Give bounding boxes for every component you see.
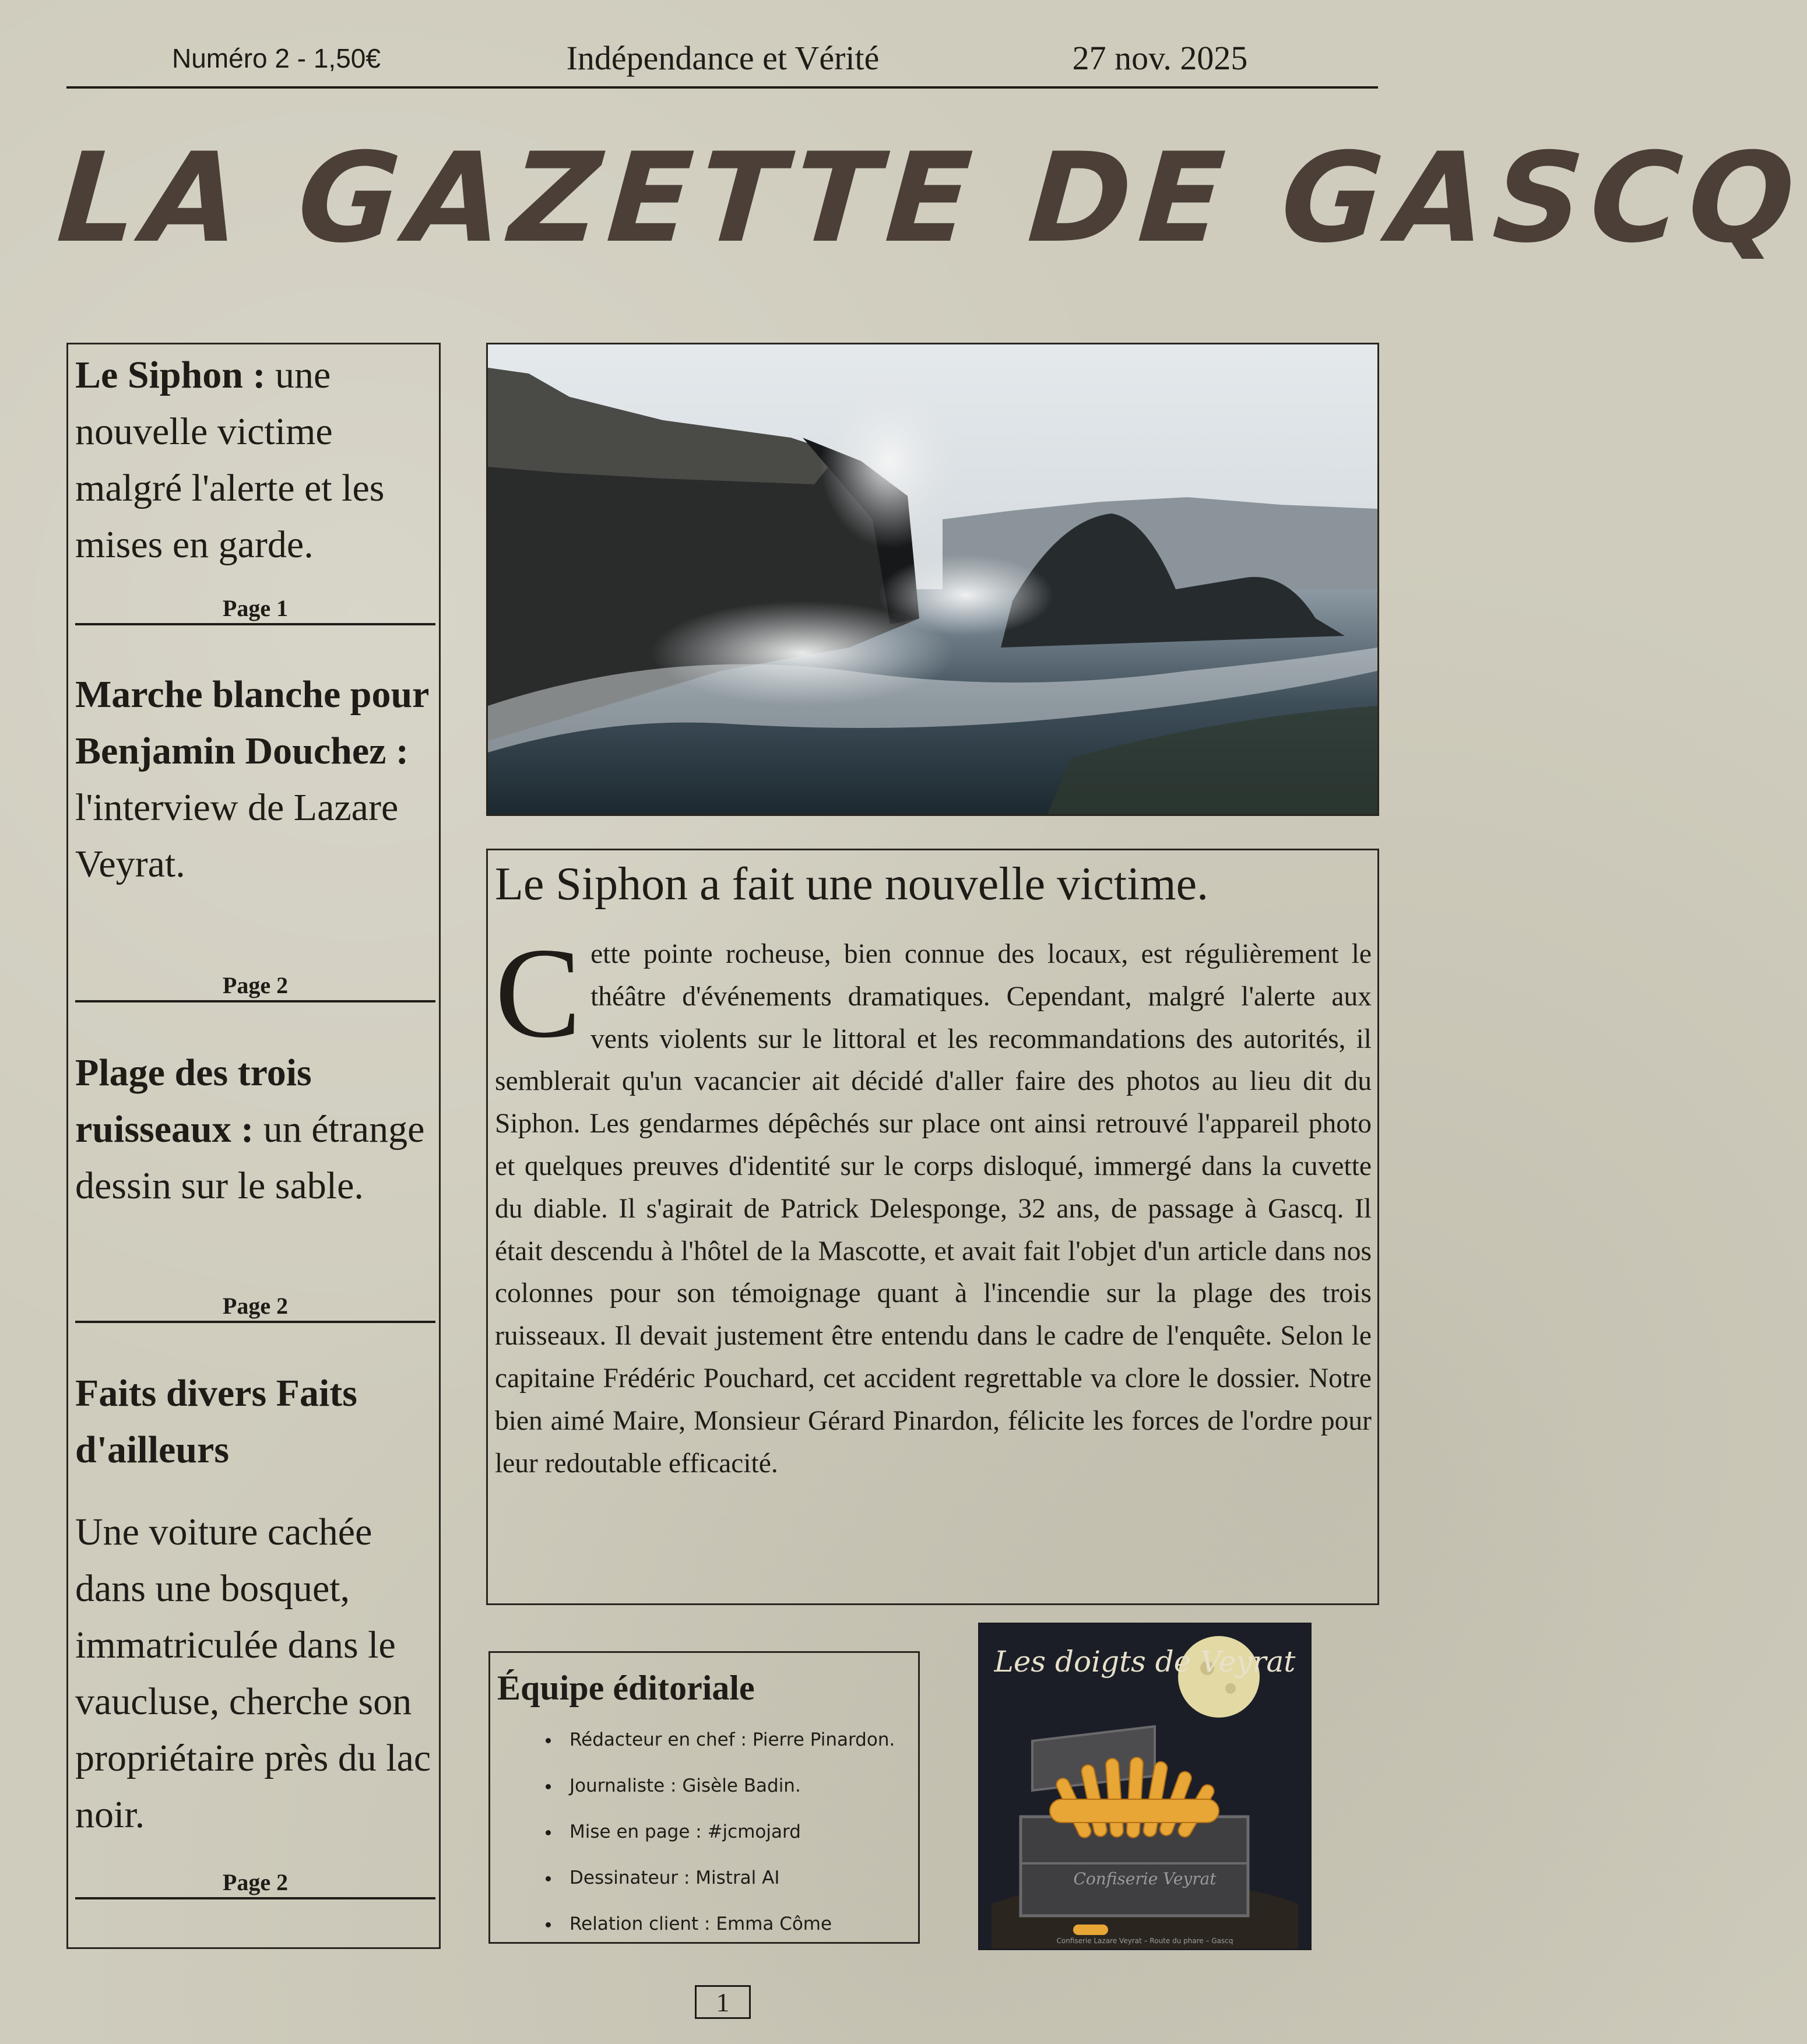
ad-title: Les doigts de Veyrat bbox=[994, 1645, 1296, 1679]
team-member: • Relation client : Emma Côme bbox=[560, 1901, 895, 1947]
teaser-bold: Le Siphon : bbox=[75, 354, 266, 396]
teaser-marche-blanche[interactable] bbox=[75, 666, 437, 892]
teaser-separator bbox=[75, 1000, 435, 1002]
editorial-team-list bbox=[490, 1717, 895, 1947]
lead-article bbox=[486, 849, 1379, 1605]
team-member: • Dessinateur : Mistral AI bbox=[560, 1855, 895, 1901]
teaser-separator bbox=[75, 623, 435, 625]
main-photo bbox=[486, 343, 1379, 816]
page-reference[interactable]: Page 2 bbox=[222, 1293, 289, 1319]
team-member: • Journaliste : Gisèle Badin. bbox=[560, 1763, 895, 1809]
issue-date: 27 nov. 2025 bbox=[1072, 39, 1248, 77]
drop-cap: C bbox=[495, 921, 582, 1065]
header-rule bbox=[66, 86, 1378, 89]
editorial-team-title: Équipe éditoriale bbox=[497, 1669, 755, 1707]
confiserie-advertisement[interactable] bbox=[978, 1623, 1312, 1950]
teaser-separator bbox=[75, 1321, 435, 1323]
sidebar-teasers bbox=[66, 343, 441, 1949]
issue-number: Numéro 2 - 1,50€ bbox=[172, 43, 381, 73]
teaser-text: une nouvelle victime malgré l'alerte et les mises en garde. bbox=[75, 354, 385, 566]
stormy-sea-photo bbox=[488, 344, 1377, 814]
teaser-separator bbox=[75, 1897, 435, 1899]
teaser-text: un étrange dessin sur le sable. bbox=[75, 1108, 425, 1207]
ad-footer: Confiserie Lazare Veyrat – Route du phare – Gascq bbox=[1056, 1937, 1233, 1945]
article-body-text: ette pointe rocheuse, bien connue des locaux, est régulièrement le théâtre d'événements dramatiques. Cependant, malgré l'alerte aux vents violents sur le littoral et les recommandations des autorités, il semblerait qu'un vacancier ait décidé d'aller faire des photos au lieu dit du Siphon. Les gendarmes dépêchés sur place ont ainsi retrouvé l'appareil photo et quelques preuves d'identité sur le corps disloqué, immergé dans la cuvette du diable. Il s'agirait de Patrick Delesponge, 32 ans, de passage à Gascq. Il était descendu à l'hôtel de la Mascotte, et avait fait l'objet d'un article dans nos colonnes pour son témoignage quant à l'incendie sur la plage des trois ruisseaux. Il devait justement être entendu dans le cadre de l'enquête. Selon le capitaine Frédéric Pouchard, cet accident regrettable va clore le dossier. Notre bien aimé Maire, Monsieur Gérard Pinardon, félicite les forces de l'ordre pour leur redoutable efficacité. bbox=[495, 939, 1372, 1479]
teaser-text: Une voiture cachée dans une bosquet, immatriculée dans le vaucluse, cherche son propriétaire près du lac noir. bbox=[75, 1511, 431, 1836]
teaser-siphon[interactable] bbox=[75, 347, 437, 573]
masthead-title: LA GAZETTE DE GASCQ bbox=[53, 126, 1807, 270]
page-reference[interactable]: Page 1 bbox=[222, 595, 289, 621]
teaser-plage[interactable] bbox=[75, 1044, 437, 1214]
page-reference[interactable]: Page 2 bbox=[222, 972, 289, 998]
team-member: • Rédacteur en chef : Pierre Pinardon. bbox=[560, 1717, 895, 1763]
teaser-faits-divers[interactable] bbox=[75, 1365, 437, 1843]
newspaper-motto: Indépendance et Vérité bbox=[566, 39, 880, 77]
team-member: • Mise en page : #jcmojard bbox=[560, 1809, 895, 1855]
chest-label: Confiserie Veyrat bbox=[1073, 1869, 1217, 1888]
article-headline: Le Siphon a fait une nouvelle victime. bbox=[495, 859, 1209, 910]
article-body bbox=[495, 921, 1372, 1484]
teaser-text: l'interview de Lazare Veyrat. bbox=[75, 786, 399, 885]
page-reference[interactable]: Page 2 bbox=[222, 1869, 289, 1895]
teaser-bold: Plage des trois ruisseaux : bbox=[75, 1051, 312, 1151]
teaser-bold: Faits divers Faits d'ailleurs bbox=[75, 1372, 357, 1471]
page-number: 1 bbox=[695, 1985, 751, 2019]
editorial-team-box bbox=[488, 1651, 920, 1944]
teaser-bold: Marche blanche pour Benjamin Douchez : bbox=[75, 673, 429, 772]
